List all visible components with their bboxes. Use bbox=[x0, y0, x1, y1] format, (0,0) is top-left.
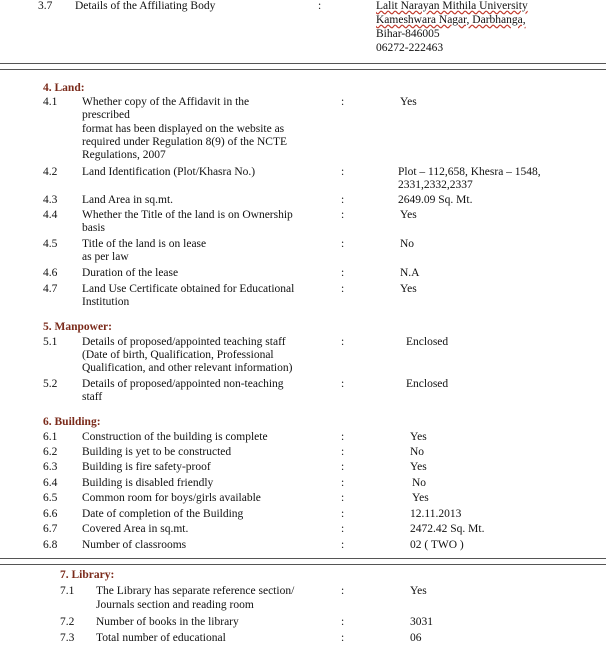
item-label: Regulations, 2007 bbox=[82, 149, 166, 161]
item-label: Covered Area in sq.mt. bbox=[82, 523, 189, 535]
item-colon: : bbox=[341, 209, 345, 221]
item-label: The Library has separate reference section/ bbox=[96, 585, 295, 597]
item-value: Yes bbox=[410, 585, 427, 597]
item-label: Details of proposed/appointed teaching staff bbox=[82, 336, 286, 348]
section-heading-building: 6. Building: bbox=[43, 416, 101, 428]
item-colon: : bbox=[341, 539, 345, 551]
divider bbox=[0, 63, 606, 64]
item-value: Plot – 112,658, Khesra – 1548, bbox=[398, 166, 541, 178]
item-colon: : bbox=[341, 194, 345, 206]
item-number: 6.1 bbox=[43, 431, 58, 443]
item-label: Common room for boys/girls available bbox=[82, 492, 261, 504]
item-label: Total number of educational bbox=[96, 632, 226, 644]
item-label: Whether the Title of the land is on Ownership bbox=[82, 209, 293, 221]
divider bbox=[0, 558, 606, 559]
item-label: Qualification, and other relevant information) bbox=[82, 362, 293, 374]
item-colon: : bbox=[341, 492, 345, 504]
item-label: Date of completion of the Building bbox=[82, 508, 244, 520]
item-number: 6.6 bbox=[43, 508, 58, 520]
item-number: 6.7 bbox=[43, 523, 58, 535]
item-value: 12.11.2013 bbox=[410, 508, 462, 520]
item-colon: : bbox=[341, 616, 345, 628]
item-label: Number of books in the library bbox=[96, 616, 239, 628]
item-value: Yes bbox=[410, 461, 427, 473]
item-value: 2649.09 Sq. Mt. bbox=[398, 194, 473, 206]
item-colon: : bbox=[318, 0, 322, 12]
item-value: 02 ( TWO ) bbox=[410, 539, 464, 551]
item-colon: : bbox=[341, 477, 345, 489]
item-label: Building is yet to be constructed bbox=[82, 446, 232, 458]
item-label: as per law bbox=[82, 251, 129, 263]
item-label: Land Use Certificate obtained for Educational bbox=[82, 283, 295, 295]
item-colon: : bbox=[341, 283, 345, 295]
item-label: Institution bbox=[82, 296, 130, 308]
item-number: 7.3 bbox=[60, 632, 75, 644]
item-label: Details of proposed/appointed non-teaching bbox=[82, 378, 284, 390]
item-label: Whether copy of the Affidavit in the bbox=[82, 96, 250, 108]
item-value: Yes bbox=[400, 209, 417, 221]
section-heading-library: 7. Library: bbox=[60, 569, 115, 581]
item-number: 6.2 bbox=[43, 446, 58, 458]
divider bbox=[0, 69, 606, 70]
item-label: Construction of the building is complete bbox=[82, 431, 268, 443]
item-value: Yes bbox=[410, 431, 427, 443]
item-number: 6.3 bbox=[43, 461, 58, 473]
item-number: 7.2 bbox=[60, 616, 75, 628]
item-label: Journals section and reading room bbox=[96, 599, 254, 611]
item-label: required under Regulation 8(9) of the NCTE bbox=[82, 136, 288, 148]
item-number: 4.5 bbox=[43, 238, 58, 250]
item-label-3-7: Details of the Affiliating Body bbox=[75, 0, 216, 12]
item-value: 2472.42 Sq. Mt. bbox=[410, 523, 485, 535]
affiliating-body-name: Lalit Narayan Mithila University bbox=[376, 0, 528, 12]
item-colon: : bbox=[341, 585, 345, 597]
item-label: prescribed bbox=[82, 109, 130, 121]
item-value: Yes bbox=[412, 492, 429, 504]
item-number: 4.1 bbox=[43, 96, 58, 108]
item-value: 06 bbox=[410, 632, 422, 644]
item-colon: : bbox=[341, 431, 345, 443]
item-value: No bbox=[410, 446, 425, 458]
item-colon: : bbox=[341, 336, 345, 348]
item-value: Enclosed bbox=[406, 336, 449, 348]
item-value: No bbox=[412, 477, 427, 489]
item-colon: : bbox=[341, 96, 345, 108]
item-number: 6.4 bbox=[43, 477, 58, 489]
item-number: 4.4 bbox=[43, 209, 58, 221]
item-colon: : bbox=[341, 166, 345, 178]
affiliating-body-phone: 06272-222463 bbox=[376, 42, 444, 54]
item-value: Yes bbox=[400, 96, 417, 108]
item-label: Title of the land is on lease bbox=[82, 238, 207, 250]
item-value: 3031 bbox=[410, 616, 433, 628]
item-label: (Date of birth, Qualification, Professional bbox=[82, 349, 274, 361]
item-label: Building is fire safety-proof bbox=[82, 461, 211, 473]
item-label: staff bbox=[82, 391, 103, 403]
item-number: 6.5 bbox=[43, 492, 58, 504]
item-number: 4.6 bbox=[43, 267, 58, 279]
item-label: Land Area in sq.mt. bbox=[82, 194, 174, 206]
affiliating-body-pin: Bihar-846005 bbox=[376, 28, 440, 40]
item-value: N.A bbox=[400, 267, 420, 279]
item-label: basis bbox=[82, 222, 105, 234]
item-number: 4.3 bbox=[43, 194, 58, 206]
item-number: 4.7 bbox=[43, 283, 58, 295]
item-value: Yes bbox=[400, 283, 417, 295]
item-colon: : bbox=[341, 523, 345, 535]
item-colon: : bbox=[341, 378, 345, 390]
item-value: 2331,2332,2337 bbox=[398, 179, 473, 191]
item-number: 5.2 bbox=[43, 378, 58, 390]
divider bbox=[0, 564, 606, 565]
item-colon: : bbox=[341, 446, 345, 458]
item-label: format has been displayed on the website as bbox=[82, 123, 285, 135]
item-label: Duration of the lease bbox=[82, 267, 179, 279]
item-label: Building is disabled friendly bbox=[82, 477, 214, 489]
item-colon: : bbox=[341, 632, 345, 644]
item-label: Land Identification (Plot/Khasra No.) bbox=[82, 166, 256, 178]
item-number: 5.1 bbox=[43, 336, 58, 348]
item-label: Number of classrooms bbox=[82, 539, 187, 551]
affiliating-body-address: Kameshwara Nagar, Darbhanga, bbox=[376, 14, 526, 26]
item-number: 6.8 bbox=[43, 539, 58, 551]
item-colon: : bbox=[341, 267, 345, 279]
item-colon: : bbox=[341, 508, 345, 520]
item-colon: : bbox=[341, 238, 345, 250]
item-colon: : bbox=[341, 461, 345, 473]
section-heading-manpower: 5. Manpower: bbox=[43, 321, 112, 333]
item-number: 4.2 bbox=[43, 166, 58, 178]
section-heading-land: 4. Land: bbox=[43, 82, 85, 94]
item-number: 7.1 bbox=[60, 585, 75, 597]
item-number-3-7: 3.7 bbox=[38, 0, 53, 12]
item-value: No bbox=[400, 238, 415, 250]
item-value: Enclosed bbox=[406, 378, 449, 390]
